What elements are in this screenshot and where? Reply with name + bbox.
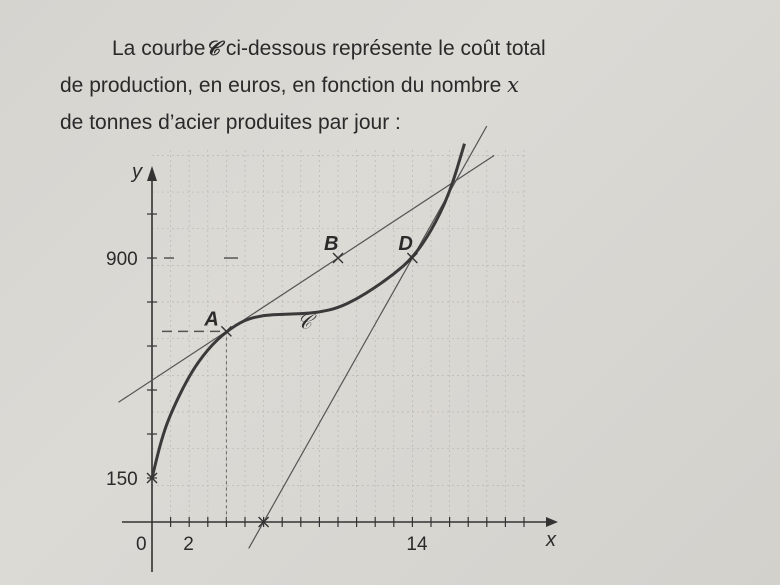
point-label-d: D: [398, 233, 413, 256]
curve-symbol: 𝒞: [205, 36, 220, 60]
variable-x: x: [507, 73, 519, 97]
x-axis-label: x: [546, 529, 556, 551]
statement-text: La courbe: [112, 37, 206, 60]
y-tick-label: 900: [106, 249, 138, 271]
y-axis-arrow: [147, 166, 157, 181]
line-through-a-b: [119, 155, 495, 402]
point-label-a: A: [204, 308, 219, 331]
statement-text: de production, en euros, en fonction du nombre: [60, 74, 508, 97]
statement-text: de tonnes d’acier produites par jour :: [60, 111, 401, 134]
origin-label: 0: [136, 534, 147, 555]
curve-label: 𝒞: [297, 311, 312, 334]
x-tick-label: 14: [406, 534, 428, 555]
point-label-b: B: [324, 233, 339, 256]
grid: [152, 150, 524, 522]
statement-text: ci-dessous représente le coût total: [220, 37, 546, 60]
x-tick-label: 2: [183, 534, 194, 555]
axes: [122, 166, 558, 572]
y-axis-label: y: [132, 161, 142, 183]
x-axis-arrow: [546, 517, 558, 527]
graph-labels: [130, 161, 557, 555]
y-tick-label: 150: [106, 469, 138, 491]
